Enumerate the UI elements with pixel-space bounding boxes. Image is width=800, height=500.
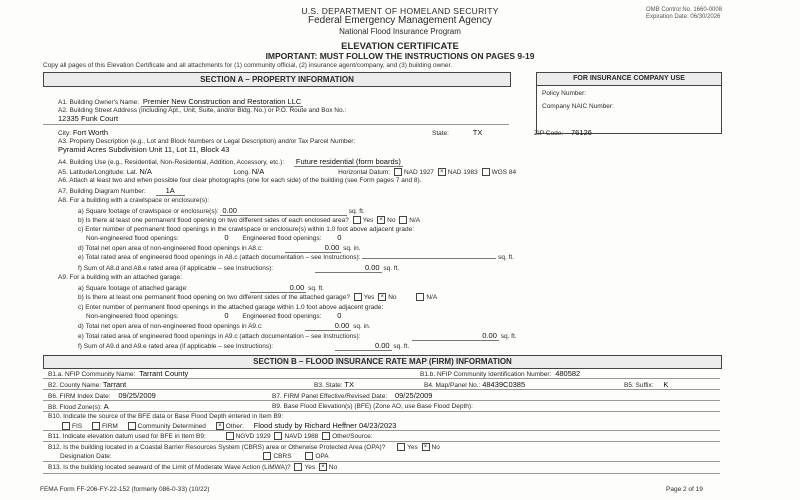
- a9b-na-label: N/A: [426, 294, 438, 301]
- agency-name: Federal Emergency Management Agency: [308, 15, 492, 26]
- a9c-non-value[interactable]: 0: [224, 311, 229, 320]
- b1b-label: B1.b. NFIP Community Identification Number:: [420, 371, 552, 378]
- a9e-value[interactable]: 0.00: [412, 331, 499, 341]
- a8b-row: [78, 216, 420, 225]
- a9f-value[interactable]: 0.00: [335, 341, 392, 351]
- a7-diagram-number[interactable]: 1A: [156, 186, 185, 196]
- b5-label: B5. Suffix:: [624, 382, 654, 389]
- b10-other-value[interactable]: Flood study by Richard Heffner 04/23/2023: [253, 421, 397, 430]
- a8f-unit: sq. ft.: [383, 265, 400, 272]
- b10-community-label: Community Determined: [137, 423, 206, 430]
- b2-county[interactable]: Tarrant: [102, 380, 127, 389]
- lat-label: Lat.: [126, 169, 138, 176]
- naic-number-label: Company NAIC Number:: [542, 103, 614, 110]
- a5-label: A5. Latitude/Longitude:: [58, 169, 125, 176]
- a8b-na-label: N/A: [409, 217, 421, 224]
- a8-heading: A8. For a building with a crawlspace or enclosure(s):: [58, 197, 210, 204]
- b3-state[interactable]: TX: [344, 380, 354, 389]
- a4-row: [58, 157, 403, 167]
- a8c-question: c) Enter number of permanent flood openings in the crawlspace or enclosure(s) within 1.0 foot above adjacent grade:: [78, 226, 415, 233]
- a8b-yes-label: Yes: [362, 217, 374, 224]
- a9d-row: [78, 321, 371, 331]
- a9b-row: [78, 293, 437, 302]
- a8f-label: f) Sum of A8.d and A8.e rated area (if applicable – see Instructions):: [78, 265, 274, 272]
- city-value[interactable]: Fort Worth: [72, 128, 109, 137]
- a9-heading: A9. For a building with an attached garage:: [58, 274, 182, 281]
- b13-yes-label: Yes: [304, 464, 316, 471]
- b12-yes-label: Yes: [407, 444, 418, 451]
- b4-map-panel[interactable]: 48439C0385: [482, 380, 526, 389]
- divider: [43, 430, 720, 431]
- b13-no-label: No: [328, 464, 338, 471]
- a8c-non-value[interactable]: 0: [224, 233, 229, 242]
- b13-question: B13. Is the building located seaward of the Limit of Moderate Wave Action (LiMWA)?: [48, 464, 291, 471]
- a9d-unit: sq. in.: [353, 323, 371, 330]
- long-value[interactable]: N/A: [251, 167, 265, 176]
- a8d-unit: sq. in.: [343, 245, 361, 252]
- city-label: City:: [58, 130, 71, 137]
- a8e-row: [78, 253, 514, 262]
- a9c-row: [86, 311, 341, 321]
- b1a-label: B1.a. NFIP Community Name:: [48, 371, 136, 378]
- a1-owner-name[interactable]: Premier New Construction and Restoration LLC: [142, 97, 302, 106]
- important-notice: IMPORTANT: MUST FOLLOW THE INSTRUCTIONS ON PAGES 9-19: [265, 51, 535, 61]
- a9d-value[interactable]: 0.00: [305, 321, 352, 331]
- a8c-row: [86, 233, 341, 243]
- a9c-question: c) Enter number of permanent flood openings in the attached garage within 1.0 foot above adjacent grade:: [78, 304, 384, 311]
- b12-question: B12. Is the building located in a Coastal Barrier Resources System (CBRS) area or Otherwise Protected Area (OPA)?: [48, 444, 386, 451]
- program-name: National Flood Insurance Program: [339, 27, 461, 36]
- long-label: Long.: [233, 169, 250, 176]
- b11-question: B11. Indicate elevation datum used for BFE in Item B9:: [48, 433, 206, 440]
- copy-note: Copy all pages of this Elevation Certificate and all attachments for (1) community official, (2) insurance agent/company, and (3) building owner.: [43, 62, 453, 69]
- b12-cbrs-checkbox[interactable]: [263, 452, 271, 460]
- a8d-row: [78, 243, 361, 253]
- b12-opa-label: OPA: [315, 453, 329, 460]
- a8a-unit: sq. ft.: [348, 208, 365, 215]
- a8b-yes-checkbox[interactable]: [353, 216, 361, 224]
- omb-number: OMB Control No. 1660-0008: [646, 7, 723, 13]
- lat-value[interactable]: N/A: [139, 167, 152, 176]
- page-number: Page 2 of 19: [666, 486, 703, 493]
- b4-label: B4. Map/Panel No.:: [424, 382, 481, 389]
- a8d-label: d) Total net open area of non-engineered flood openings in A8.c:: [78, 245, 263, 252]
- datum-wgs84-label: WGS 84: [491, 169, 517, 176]
- a8e-value-field[interactable]: [362, 258, 496, 259]
- a9a-row: [78, 283, 324, 293]
- b11-navd-label: NAVD 1988: [284, 433, 319, 440]
- a3-label: A3. Property Description (e.g., Lot and Block Numbers or Legal Description) and/or Tax Parcel Number:: [58, 138, 356, 145]
- form-title: ELEVATION CERTIFICATE: [341, 41, 459, 52]
- state-label: State:: [432, 130, 449, 137]
- a8a-value[interactable]: 0.00: [220, 206, 347, 216]
- b1b-community-id[interactable]: 480582: [553, 369, 592, 379]
- a9b-question: b) Is there at least one permanent flood opening on two different sides of the attached garage?: [78, 294, 350, 301]
- a7-row: [58, 186, 185, 196]
- divider: [43, 441, 720, 442]
- a9a-unit: sq. ft.: [308, 285, 324, 292]
- b10-other-label: Other:: [225, 423, 244, 430]
- datum-nad1983-checkbox[interactable]: ×: [438, 168, 446, 176]
- b8-label: B8. Flood Zone(s):: [48, 404, 102, 411]
- a8a-row: [78, 206, 365, 216]
- b7-label: B7. FIRM Panel Effective/Revised Date:: [272, 393, 388, 400]
- b11-navd-checkbox[interactable]: [274, 432, 282, 440]
- a4-building-use[interactable]: Future residential (form boards): [295, 157, 401, 166]
- b11-other-checkbox[interactable]: [322, 432, 330, 440]
- a9e-unit: sq. ft.: [500, 333, 517, 340]
- b13-yes-checkbox[interactable]: [294, 463, 302, 471]
- zip-value[interactable]: 76126: [570, 128, 592, 137]
- b12-row: [48, 443, 440, 452]
- a9b-no-label: No: [388, 294, 397, 301]
- a9b-na-checkbox[interactable]: [416, 293, 424, 301]
- a8c-non-label: Non-engineered flood openings:: [86, 235, 179, 242]
- omb-info: [646, 7, 722, 21]
- a8e-label: e) Total rated area of engineered flood openings in A8.c (attach documentation – see Instructions):: [78, 254, 361, 261]
- divider: [43, 461, 720, 462]
- b3-label: B3. State:: [314, 382, 343, 389]
- a9d-label: d) Total net open area of non-engineered flood openings in A9.c:: [78, 323, 263, 330]
- b11-ngvd-label: NGVD 1929: [235, 433, 271, 440]
- b13-no-checkbox[interactable]: ×: [319, 463, 327, 471]
- expiration-date: Expiration Date: 06/30/2026: [646, 14, 721, 20]
- a8b-no-label: No: [387, 217, 396, 224]
- b1a-community-name[interactable]: Tarrant County: [137, 369, 238, 379]
- state-value[interactable]: TX: [472, 128, 483, 137]
- b10-other-checkbox[interactable]: ×: [216, 422, 224, 430]
- insurance-use-box: [536, 72, 722, 134]
- divider: [43, 473, 720, 474]
- zip-label: ZIP Code:: [534, 130, 564, 137]
- section-a-header: SECTION A – PROPERTY INFORMATION: [43, 72, 511, 87]
- a9a-label: a) Square footage of attached garage:: [78, 285, 188, 292]
- a8e-unit: sq. ft.: [498, 254, 514, 261]
- a8a-label: a) Square footage of crawlspace or enclosure(s):: [78, 208, 219, 215]
- b10-fis-label: FIS: [72, 423, 83, 430]
- a9a-value[interactable]: 0.00: [250, 283, 307, 293]
- b12-designation-row: [60, 452, 329, 461]
- a9c-non-label: Non-engineered flood openings:: [86, 313, 179, 320]
- b11-other-source-label: Other/Source:: [332, 433, 373, 440]
- divider: [43, 389, 720, 390]
- b8-flood-zone[interactable]: A: [103, 402, 109, 411]
- policy-number-label: Policy Number:: [542, 90, 587, 97]
- datum-wgs84-checkbox[interactable]: [482, 168, 490, 176]
- b6-firm-index-date[interactable]: 09/25/2009: [118, 391, 156, 400]
- a8c-eng-label: Engineered flood openings:: [242, 235, 322, 242]
- a9b-yes-label: Yes: [363, 294, 375, 301]
- a9e-row: [78, 331, 517, 341]
- a9f-row: [78, 341, 409, 351]
- b12-opa-checkbox[interactable]: [305, 452, 313, 460]
- insurance-box-title: FOR INSURANCE COMPANY USE: [537, 73, 721, 86]
- b5-suffix[interactable]: K: [663, 380, 669, 389]
- a9b-no-checkbox[interactable]: ×: [378, 293, 386, 301]
- b12-no-checkbox[interactable]: ×: [422, 443, 430, 451]
- a4-label: A4. Building Use (e.g., Residential, Non-Residential, Addition, Accessory, etc.):: [58, 159, 285, 166]
- state-row: [432, 128, 482, 138]
- a2-street-address[interactable]: 12335 Funk Court: [58, 114, 119, 123]
- b13-row: [48, 463, 337, 472]
- a9c-eng-value[interactable]: 0: [337, 311, 342, 320]
- a8d-value[interactable]: 0.00: [285, 243, 342, 253]
- a3-property-description[interactable]: Pyramid Acres Subdivision Unit 11, Lot 11, Block 43: [58, 145, 230, 154]
- datum-nad1983-label: NAD 1983: [447, 169, 478, 176]
- b11-row: [48, 432, 373, 441]
- b10-question: B10. Indicate the source of the BFE data or Base Flood Depth entered in Item B9:: [48, 413, 284, 420]
- a9b-yes-checkbox[interactable]: [354, 293, 362, 301]
- a9e-label: e) Total rated area of engineered flood openings in A9.c (attach documentation – see Instructions):: [78, 333, 361, 340]
- b10-firm-label: FIRM: [101, 423, 118, 430]
- a8f-row: [78, 263, 399, 273]
- a9f-label: f) Sum of A9.d and A9.e rated area (if applicable – see Instructions):: [78, 343, 274, 350]
- a8b-no-checkbox[interactable]: ×: [377, 216, 385, 224]
- a8b-question: b) Is there at least one permanent flood opening on two different sides of each enclosed area?: [78, 217, 349, 224]
- a9f-unit: sq. ft.: [393, 343, 410, 350]
- a8b-na-checkbox[interactable]: [399, 216, 407, 224]
- designation-date-label: Designation Date:: [60, 453, 112, 460]
- datum-label: Horizontal Datum:: [338, 169, 391, 176]
- a6-text: A6. Attach at least two and when possible four clear photographs (one for each side) of the building (see Form pages 7 and 8).: [58, 177, 422, 184]
- b2-label: B2. County Name:: [48, 382, 102, 389]
- form-footer-id: FEMA Form FF-206-FY-22-152 (formerly 086-0-33) (10/22): [40, 486, 210, 493]
- a8f-value[interactable]: 0.00: [315, 263, 382, 273]
- b12-cbrs-label: CBRS: [273, 453, 292, 460]
- b7-firm-revised-date[interactable]: 09/25/2009: [394, 391, 433, 400]
- datum-nad1927-label: NAD 1927: [403, 169, 434, 176]
- divider: [43, 378, 720, 379]
- agency-department: U.S. DEPARTMENT OF HOMELAND SECURITY: [301, 6, 499, 16]
- b9-label: B9. Base Flood Elevation(s) (BFE) (Zone AO, use Base Flood Depth):: [272, 403, 473, 410]
- section-b-header: SECTION B – FLOOD INSURANCE RATE MAP (FIRM) INFORMATION: [43, 355, 722, 369]
- a9c-eng-label: Engineered flood openings:: [242, 313, 322, 320]
- a2-label: A2. Building Street Address (including Apt., Unit, Suite, and/or Bldg. No.) or P.O. Route and Box No.:: [58, 107, 347, 114]
- b12-no-label: No: [431, 444, 440, 451]
- zip-row: [534, 128, 592, 138]
- divider: [43, 400, 720, 401]
- divider: [43, 124, 509, 125]
- a1-label: A1. Building Owner's Name:: [58, 99, 140, 106]
- b6-label: B6. FIRM Index Date:: [48, 393, 111, 400]
- a7-label: A7. Building Diagram Number:: [58, 188, 146, 195]
- b12-yes-checkbox[interactable]: [397, 443, 405, 451]
- b11-ngvd-checkbox[interactable]: [226, 432, 234, 440]
- a8c-eng-value[interactable]: 0: [337, 233, 342, 242]
